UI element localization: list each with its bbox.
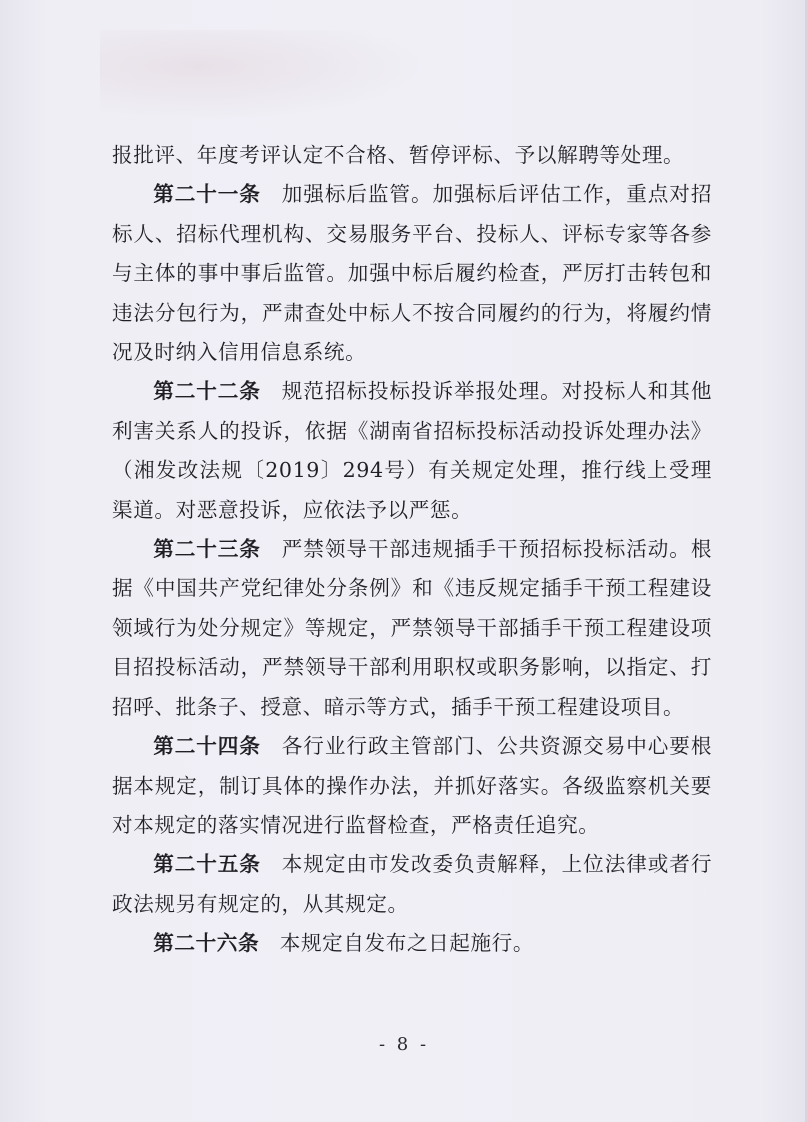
article-heading: 第二十五条 <box>153 852 261 877</box>
article-heading: 第二十二条 <box>153 379 261 404</box>
paragraph-continuation <box>112 136 712 175</box>
article-heading: 第二十四条 <box>153 734 261 759</box>
article-text: 加强标后监管。加强标后评估工作，重点对招标人、招标代理机构、交易服务平台、投标人、评标专家等各参与主体的事中事后监管。加强中标后履约检查，严厉打击转包和违法分包行为，严肃查处中标人不按合同履约的行为，将履约情况及时纳入信用信息系统。 <box>112 182 713 365</box>
article-heading: 第二十一条 <box>153 182 261 207</box>
paragraph-text: 报批评、年度考评认定不合格、暂停评标、予以解聘等处理。 <box>112 143 685 167</box>
article-22 <box>112 372 712 530</box>
article-26 <box>112 924 712 963</box>
scan-bleed-mark <box>100 30 430 120</box>
article-text: 严禁领导干部违规插手干预招标投标活动。根据《中国共产党纪律处分条例》和《违反规定插手干预工程建设领域行为处分规定》等规定，严禁领导干部插手干预工程建设项目招投标活动，严禁领导干部利用职权或职务影响，以指定、打招呼、批条子、授意、暗示等方式，插手干预工程建设项目。 <box>112 537 713 719</box>
article-25 <box>112 845 712 924</box>
document-body <box>112 136 712 964</box>
article-23 <box>112 530 712 727</box>
article-text: 各行业行政主管部门、公共资源交易中心要根据本规定，制订具体的操作办法，并抓好落实。各级监察机关要对本规定的落实情况进行监督检查，严格责任追究。 <box>112 734 713 837</box>
article-21 <box>112 175 712 372</box>
article-24 <box>112 727 712 845</box>
article-text: 本规定由市发改委负责解释，上位法律或者行政法规另有规定的，从其规定。 <box>112 852 713 916</box>
page-number: - 8 - <box>378 1034 430 1055</box>
article-heading: 第二十六条 <box>153 931 260 956</box>
article-heading: 第二十三条 <box>153 537 261 562</box>
article-text: 规范招标投标投诉举报处理。对投标人和其他利害关系人的投诉，依据《湖南省招标投标活动投诉处理办法》（湘发改法规〔2019〕294号）有关规定处理，推行线上受理渠道。对恶意投诉，应依法予以严惩。 <box>112 379 713 522</box>
article-text: 本规定自发布之日起施行。 <box>279 931 535 956</box>
